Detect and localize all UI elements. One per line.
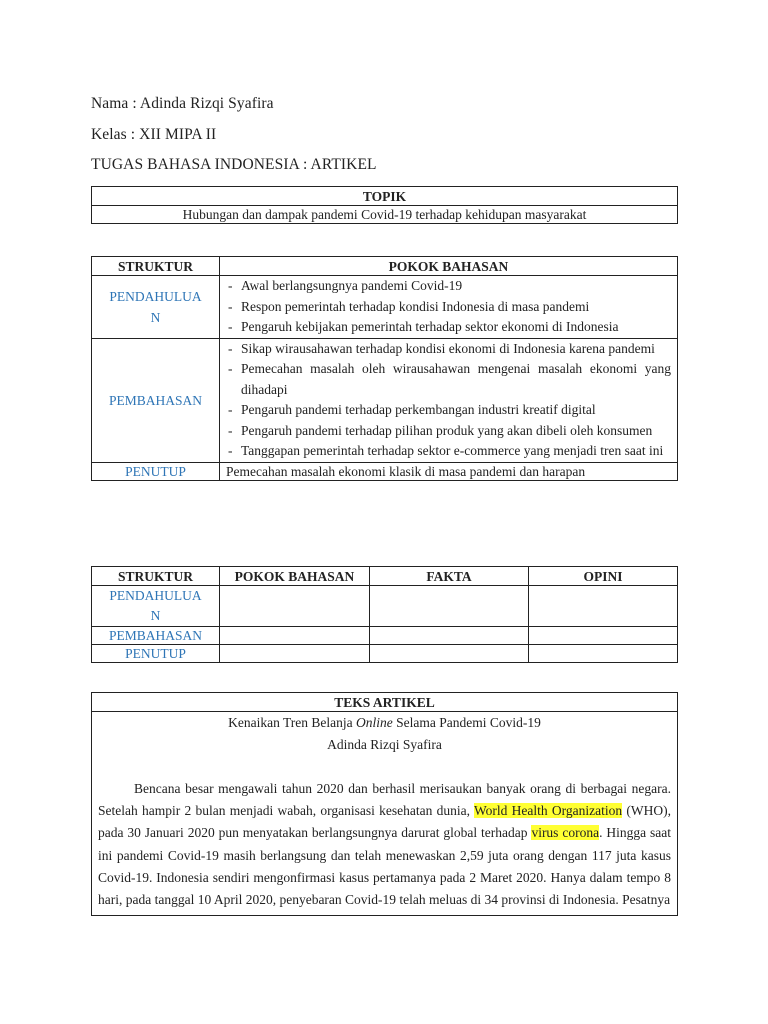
fakta-opini-table [91,566,678,663]
empty-cell[interactable] [370,627,529,645]
empty-cell[interactable] [529,627,678,645]
topik-table [91,186,678,224]
col-opini: OPINI [529,567,678,586]
artikel-content [92,712,678,916]
list-item: - Pemecahan masalah oleh wirausahawan mengenai masalah ekonomi yang dihadapi [226,359,671,400]
empty-cell[interactable] [529,586,678,627]
list-item: - Tanggapan pemerintah terhadap sektor e-commerce yang menjadi tren saat ini [226,441,671,462]
empty-cell[interactable] [529,645,678,663]
list-item: - Respon pemerintah terhadap kondisi Indonesia di masa pandemi [226,297,671,318]
kelas-line: Kelas : XII MIPA II [91,126,217,143]
list-item: - Awal berlangsungnya pandemi Covid-19 [226,276,671,297]
empty-cell[interactable] [370,586,529,627]
row-pembahasan [92,338,678,462]
list-item: - Pengaruh pandemi terhadap pilihan produk yang akan dibeli oleh konsumen [226,421,671,442]
col-pokok-bahasan: POKOK BAHASAN [220,257,678,276]
list-item: - Sikap wirausahawan terhadap kondisi ekonomi di Indonesia karena pandemi [226,339,671,360]
pembahasan-items [220,338,678,462]
artikel-heading: TEKS ARTIKEL [92,693,678,712]
empty-cell[interactable] [220,627,370,645]
tugas-line: TUGAS BAHASA INDONESIA : ARTIKEL [91,156,377,173]
topik-text: Hubungan dan dampak pandemi Covid-19 terhadap kehidupan masyarakat [92,206,678,224]
col-struktur: STRUKTUR [92,257,220,276]
table-row [92,645,678,663]
row-penutup [92,462,678,480]
article-author: Adinda Rizqi Syafira [327,737,442,752]
empty-cell[interactable] [220,586,370,627]
label-pendahuluan: PENDAHULUA N [92,586,220,627]
artikel-table [91,692,678,916]
struktur-table [91,256,678,481]
list-item: - Pengaruh pandemi terhadap perkembangan industri kreatif digital [226,400,671,421]
col-pokok-bahasan: POKOK BAHASAN [220,567,370,586]
empty-cell[interactable] [370,645,529,663]
table-row [92,627,678,645]
col-struktur: STRUKTUR [92,567,220,586]
table-row [92,586,678,627]
topik-heading: TOPIK [92,187,678,206]
label-pembahasan: PEMBAHASAN [92,627,220,645]
label-penutup: PENUTUP [92,645,220,663]
penutup-text: Pemecahan masalah ekonomi klasik di masa pandemi dan harapan [220,462,678,480]
empty-cell[interactable] [220,645,370,663]
label-pendahuluan: PENDAHULUA N [92,276,220,339]
row-pendahuluan [92,276,678,339]
list-item: - Pengaruh kebijakan pemerintah terhadap sektor ekonomi di Indonesia [226,317,671,338]
col-fakta: FAKTA [370,567,529,586]
label-pembahasan: PEMBAHASAN [92,338,220,462]
nama-line: Nama : Adinda Rizqi Syafira [91,95,274,112]
highlight-virus-corona: virus corona [531,825,600,841]
pendahuluan-items [220,276,678,339]
article-paragraph: Bencana besar mengawali tahun 2020 dan berhasil merisaukan banyak orang di berbagai negara. Setelah hampir 2 bulan menjadi wabah, organisasi kesehatan dunia, World Health Organization (WHO), pada 30 Januari 2020 pun menyatakan berlangsungnya darurat global terhadap virus corona. Hingga saat ini pandemi Covid-19 masih berlangsung dan telah menewaskan 2,59 juta orang dengan 117 juta kasus Covid-19. Indonesia sendiri mengonfirmasi kasus pertamanya pada 2 Maret 2020. Hanya dalam tempo 8 hari, pada tanggal 10 April 2020, penyebaran Covid-19 telah meluas di 34 provinsi di Indonesia. Pesatnya [98,781,671,908]
article-title: Kenaikan Tren Belanja Online Selama Pandemi Covid-19 [228,715,541,730]
label-penutup: PENUTUP [92,462,220,480]
highlight-who: World Health Organization [473,803,623,819]
